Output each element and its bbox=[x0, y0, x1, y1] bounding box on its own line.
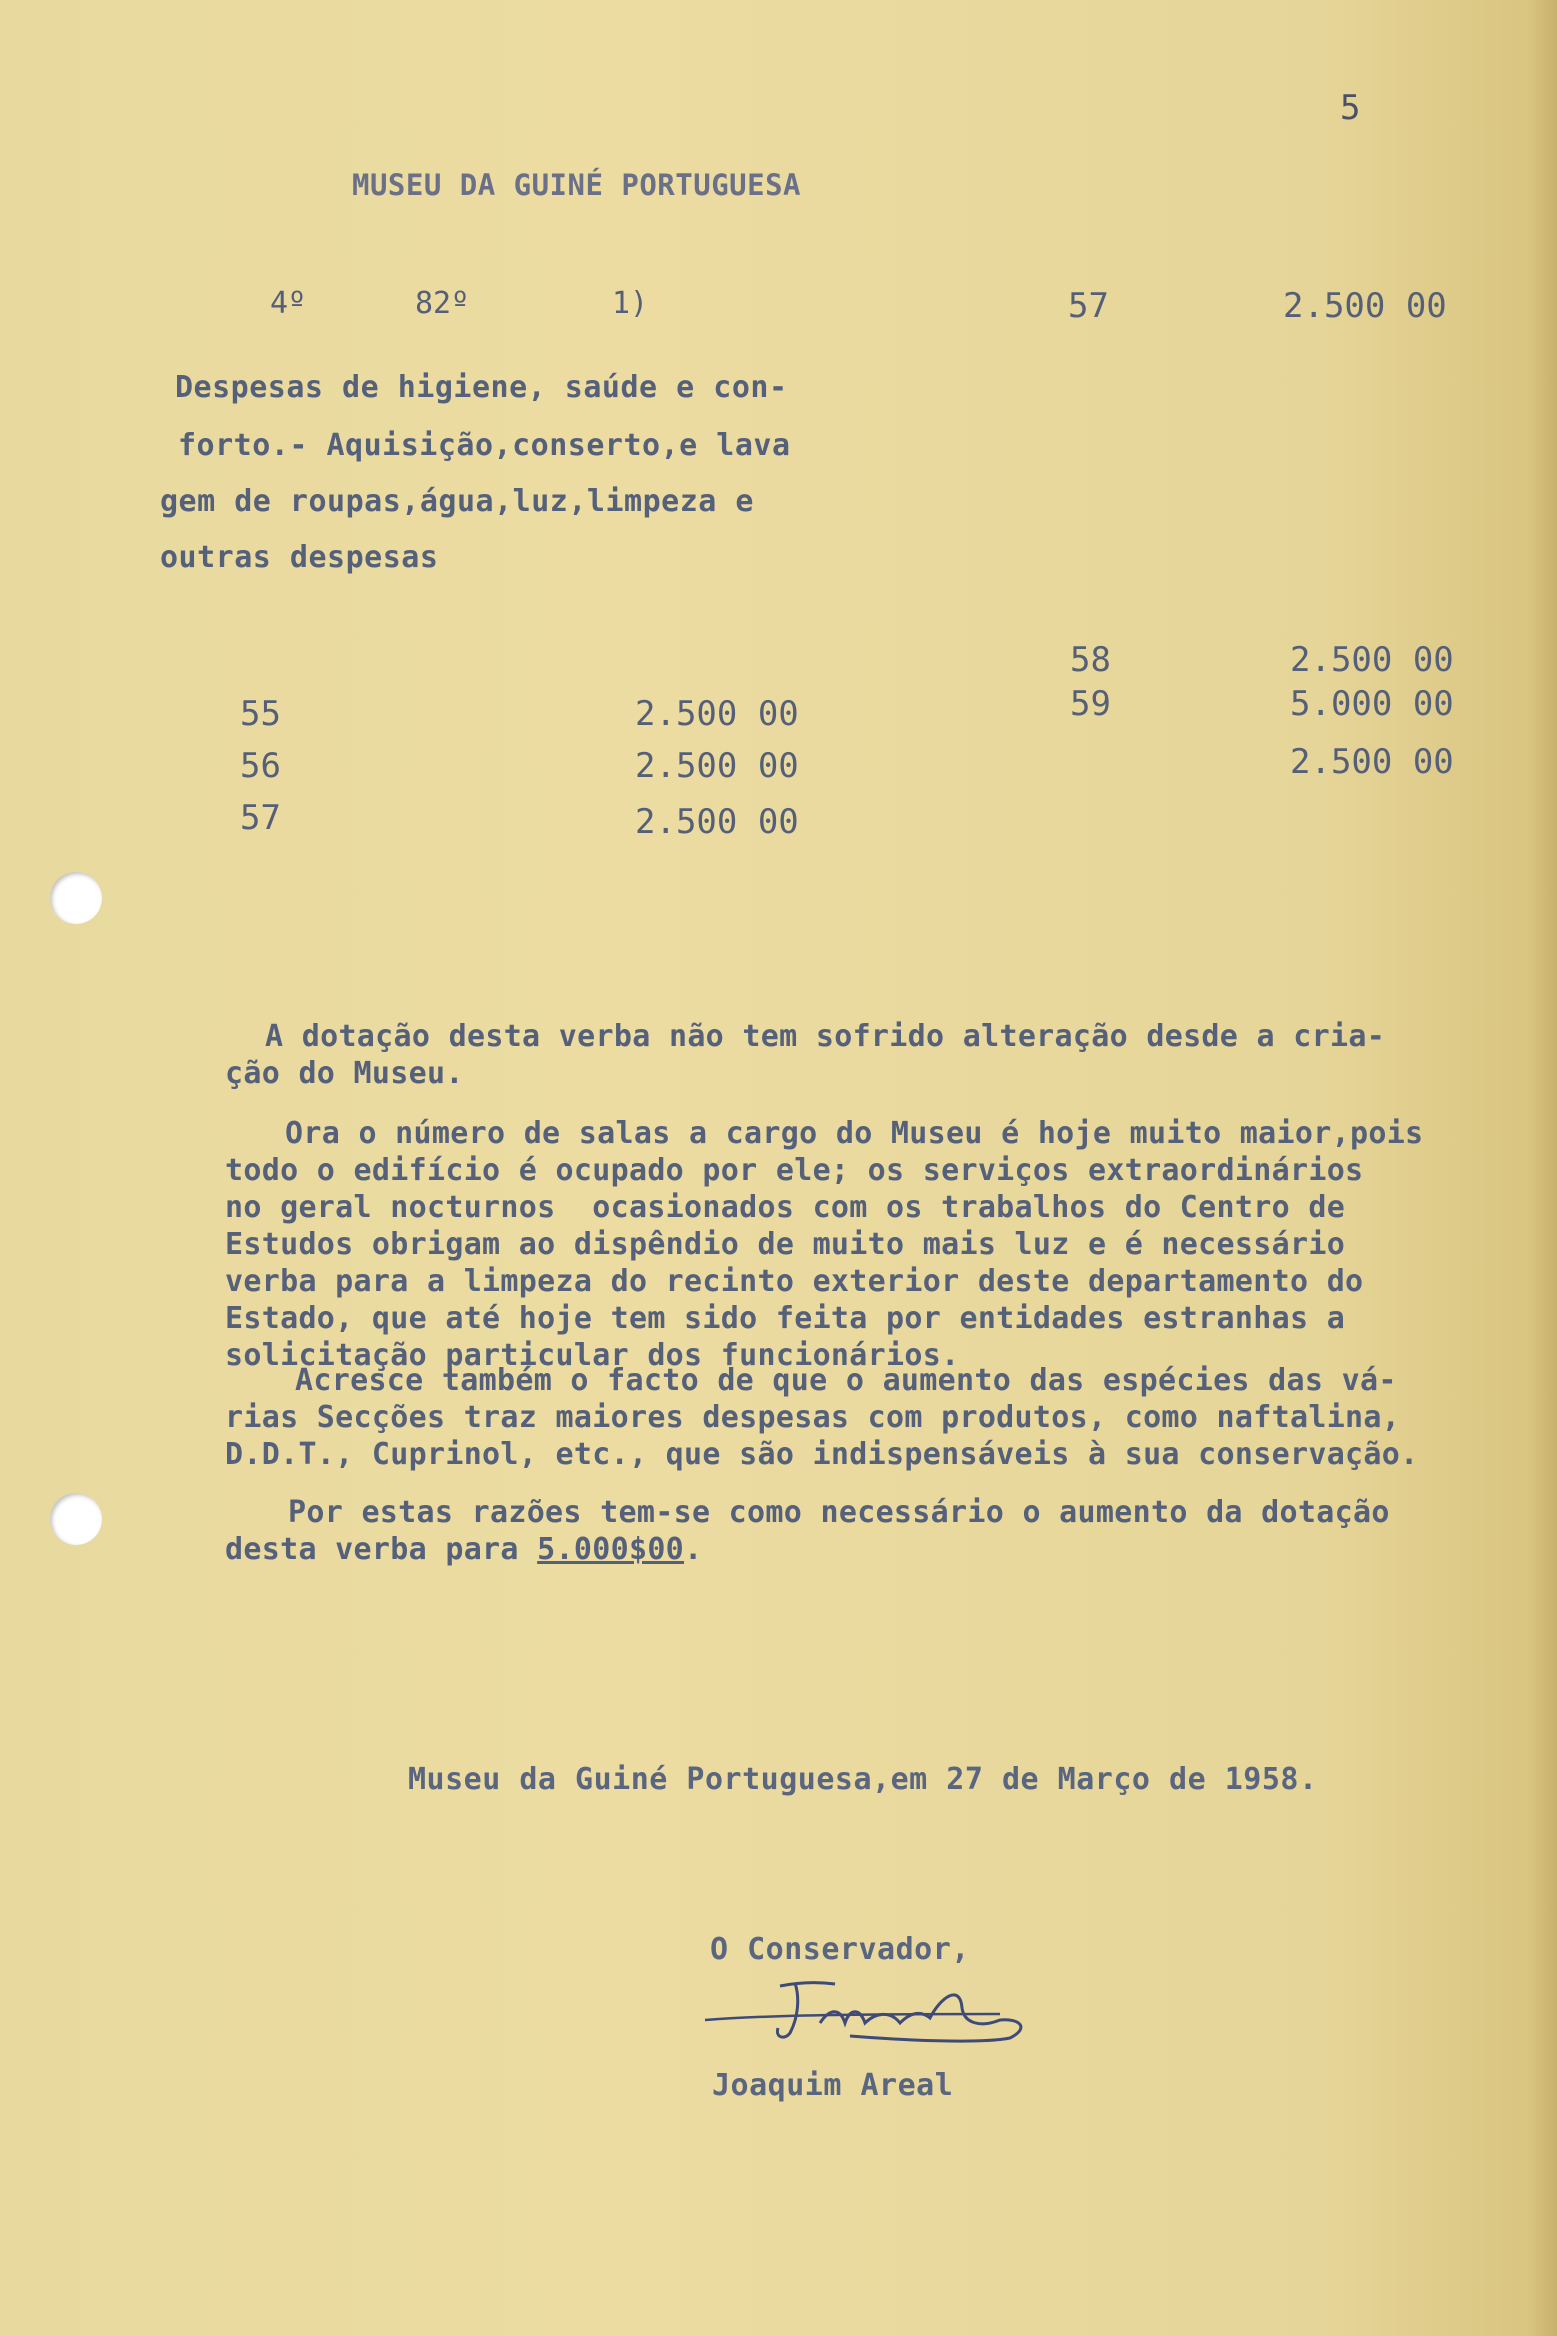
signature-title: O Conservador, bbox=[710, 1932, 970, 1967]
description-line: Despesas de higiene, saúde e con- bbox=[175, 370, 788, 405]
paragraph-line: solicitação particular dos funcionários. bbox=[225, 1338, 960, 1373]
paragraph-line: Estudos obrigam ao dispêndio de muito mais luz e é necessário bbox=[225, 1227, 1346, 1262]
row-amount: 2.500 00 bbox=[635, 694, 799, 734]
row-year: 58 bbox=[1070, 640, 1111, 680]
description-line: outras despesas bbox=[160, 540, 439, 575]
paragraph-rooms bbox=[225, 1115, 1505, 1374]
row-year: 59 bbox=[1070, 684, 1111, 724]
paragraph-line: no geral nocturnos ocasionados com os trabalhos do Centro de bbox=[225, 1190, 1346, 1225]
paragraph-line-text: desta verba para bbox=[225, 1532, 538, 1567]
letterhead: MUSEU DA GUINÉ PORTUGUESA bbox=[352, 168, 801, 202]
description-line: gem de roupas,água,luz,limpeza e bbox=[160, 484, 754, 519]
punch-hole-bottom bbox=[50, 1493, 102, 1545]
paragraph-line: Estado, que até hoje tem sido feita por entidades estranhas a bbox=[225, 1301, 1346, 1336]
paragraph-collections bbox=[225, 1362, 1505, 1473]
row-year: 55 bbox=[240, 694, 281, 734]
place-and-date: Museu da Guiné Portuguesa,em 27 de Março de 1958. bbox=[408, 1762, 1318, 1797]
paragraph-line: rias Secções traz maiores despesas com produtos, como naftalina, bbox=[225, 1400, 1401, 1435]
item-number: 82º bbox=[415, 286, 470, 321]
description-line: forto.- Aquisição,conserto,e lava bbox=[178, 428, 791, 463]
paragraph-line: Ora o número de salas a cargo do Museu é hoje muito maior,pois bbox=[285, 1116, 1424, 1151]
item-sub: 1) bbox=[612, 286, 649, 321]
paragraph-line: A dotação desta verba não tem sofrido alteração desde a cria- bbox=[265, 1019, 1386, 1054]
paragraph-line: D.D.T., Cuprinol, etc., que são indispensáveis à sua conservação. bbox=[225, 1437, 1419, 1472]
paragraph-line: ção do Museu. bbox=[225, 1056, 464, 1091]
punch-hole-top bbox=[50, 872, 102, 924]
row-year: 57 bbox=[240, 798, 281, 838]
paragraph-allocation bbox=[225, 1018, 1505, 1092]
item-year: 57 bbox=[1068, 286, 1109, 326]
row-amount: 2.500 00 bbox=[1290, 742, 1454, 782]
row-amount: 5.000 00 bbox=[1290, 684, 1454, 724]
row-year: 56 bbox=[240, 746, 281, 786]
handwritten-signature bbox=[700, 1978, 1040, 2048]
paragraph-line: todo o edifício é ocupado por ele; os serviços extraordinários bbox=[225, 1153, 1364, 1188]
row-amount: 2.500 00 bbox=[1290, 640, 1454, 680]
item-article: 4º bbox=[270, 286, 307, 321]
signature-name: Joaquim Areal bbox=[712, 2068, 954, 2103]
final-period: . bbox=[684, 1532, 703, 1567]
paragraph-line: verba para a limpeza do recinto exterior deste departamento do bbox=[225, 1264, 1364, 1299]
paper-edge-shadow bbox=[1527, 0, 1557, 2336]
final-amount: 5.000$00 bbox=[537, 1532, 685, 1567]
paragraph-conclusion bbox=[225, 1494, 1505, 1568]
page-number: 5 bbox=[1340, 88, 1361, 128]
row-amount: 2.500 00 bbox=[635, 746, 799, 786]
item-amount: 2.500 00 bbox=[1283, 286, 1447, 326]
row-amount: 2.500 00 bbox=[635, 802, 799, 842]
paragraph-line: Acresce também o facto de que o aumento das espécies das vá- bbox=[295, 1363, 1397, 1398]
paragraph-line-final bbox=[225, 1531, 1505, 1568]
paragraph-line: Por estas razões tem-se como necessário o aumento da dotação bbox=[288, 1495, 1390, 1530]
